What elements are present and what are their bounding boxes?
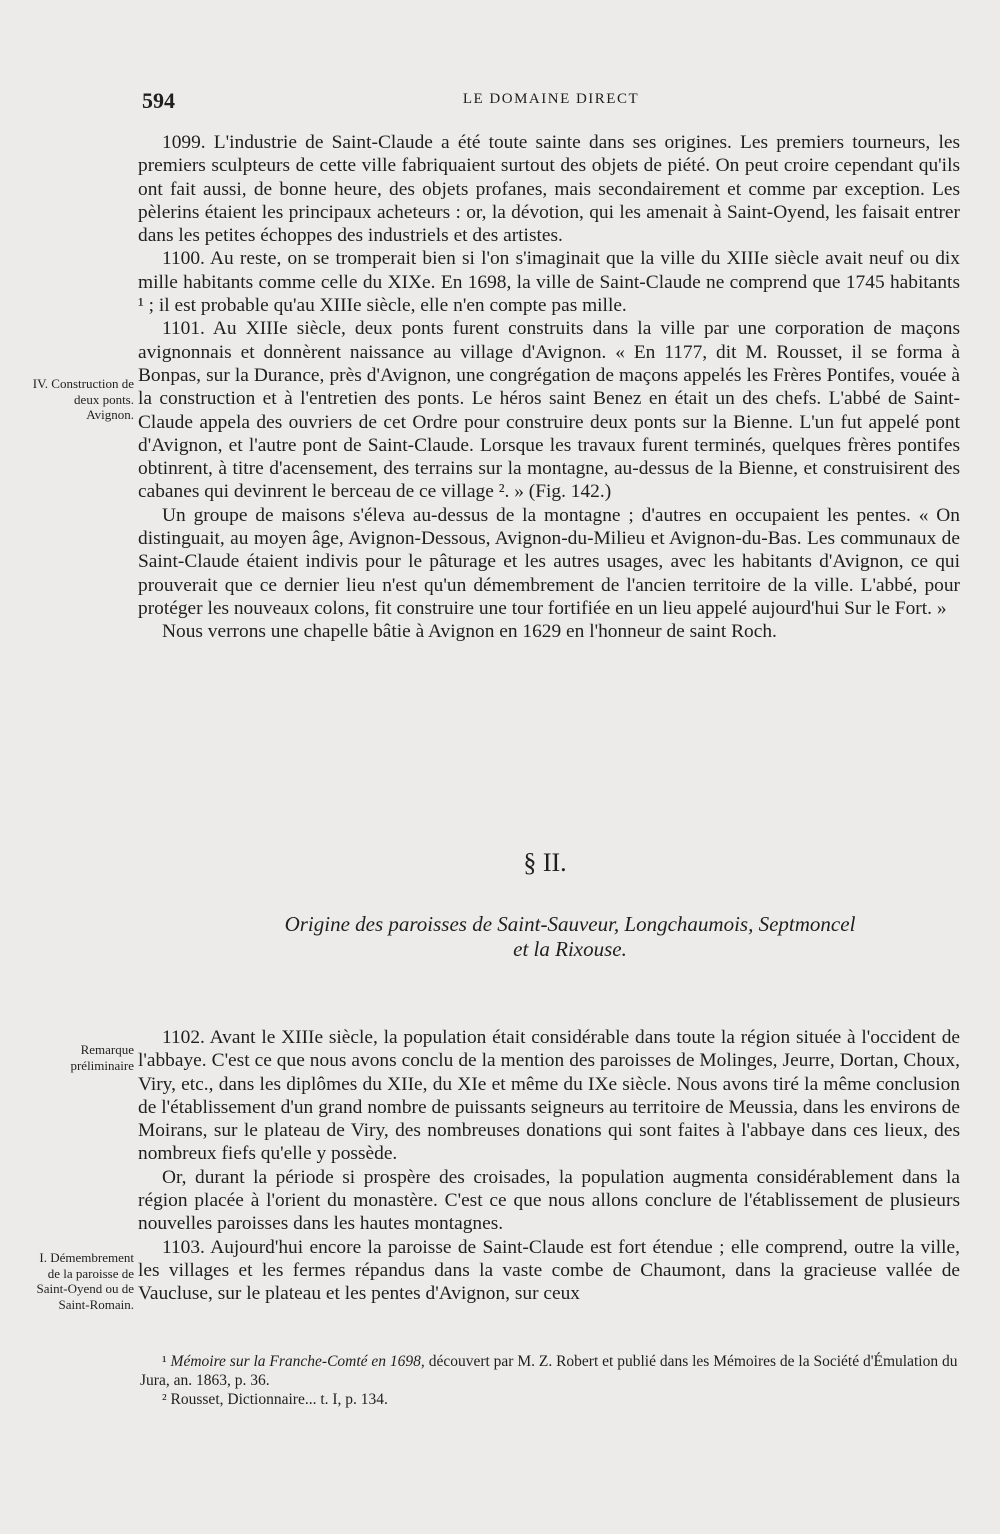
section-title-line-1: Origine des paroisses de Saint-Sauveur, Longchaumois, Septmoncel xyxy=(284,912,856,936)
paragraph-1103: 1103. Aujourd'hui encore la paroisse de Saint-Claude est fort étendue ; elle comprend, outre la ville, les villages et les fermes répandus dans la vaste combe de Chaumont, dans la gracieuse vallée de Vaucluse, sur le plateau et les pentes d'Avignon, sur ceux xyxy=(138,1236,960,1305)
page-number: 594 xyxy=(142,88,175,113)
section-title xyxy=(190,912,950,962)
paragraph-croisades: Or, durant la période si prospère des croisades, la population augmenta considérablement dans la région placée à l'orient du monastère. C'est ce que nous allons conclure de l'établissement de plusieurs nouvelles paroisses dans les hautes montagnes. xyxy=(138,1166,960,1235)
section-title-line-2: et la Rixouse. xyxy=(513,937,627,961)
paragraph-chapelle: Nous verrons une chapelle bâtie à Avignon en 1629 en l'honneur de saint Roch. xyxy=(162,621,777,643)
body-text-lower xyxy=(138,1026,960,1306)
footnote-1-source: Mémoire sur la Franche-Comté en 1698, xyxy=(170,1353,425,1370)
margin-note-construction-ponts: IV. Construction de deux ponts. Avignon. xyxy=(32,376,134,422)
footnote-1 xyxy=(140,1352,962,1390)
footnotes xyxy=(140,1352,962,1409)
footnote-2 xyxy=(140,1390,962,1409)
footnote-1-text: découvert par M. Z. Robert et publié dans les Mémoires de la Société d'Émulation du Jura, an. 1863, p. 36. xyxy=(140,1353,958,1389)
paragraph-groupe-de-maisons: Un groupe de maisons s'éleva au-dessus de la montagne ; d'autres en occupaient les pentes. « On distinguait, au moyen âge, Avignon-Dessous, Avignon-du-Milieu et Avignon-du-Bas. Les communaux de Saint-Claude étaient indivis pour le pâturage et les autres usages, avec les habitants d'Avignon, ce qui prouverait que ce dernier lieu n'est qu'un démembrement de l'ancien territoire de la ville. L'abbé, pour protéger les nouveaux colons, fit construire une tour fortifiée en un lieu appelé aujourd'hui Sur le Fort. » xyxy=(138,504,960,619)
paragraph-1102: 1102. Avant le XIIIe siècle, la population était considérable dans toute la région située à l'occident de l'abbaye. C'est ce que nous avons conclu de la mention des paroisses de Molinges, Jeurre, Dortan, Choux, Viry, etc., dans les diplômes du XIIe, du XIe et même du IXe siècle. Nous avons tiré la même conclusion de l'établissement d'un grand nombre de puissants seigneurs au territoire de Meussia, dans les environs de Moirans, sur le plateau de Viry, des nombreuses donations qui sont faites à l'abbaye dans ces lieux, des nombreux fiefs qu'elle y possède. xyxy=(138,1027,960,1165)
paragraph-1100: 1100. Au reste, on se tromperait bien si l'on s'imaginait que la ville du XIIIe siècle avait neuf ou dix mille habitants comme celle du XIXe. En 1698, la ville de Saint-Claude ne comprend que 1745 habitants ¹ ; il est probable qu'au XIIIe siècle, elle n'en compte pas mille. xyxy=(138,248,960,317)
paragraph-1099: 1099. L'industrie de Saint-Claude a été toute sainte dans ses origines. Les premiers tourneurs, les premiers sculpteurs de cette ville fabriquaient surtout des objets de piété. On peut croire cependant qu'ils ont fait aussi, de bonne heure, des objets profanes, mais secondairement et comme par exception. Les pèlerins étaient les principaux acheteurs : or, la dévotion, qui les amenait à Saint-Oyend, les faisait entrer dans les petites échoppes des industriels et des artistes. xyxy=(138,132,960,247)
footnote-2-mark: ² xyxy=(162,1391,167,1408)
paragraph-1101: 1101. Au XIIIe siècle, deux ponts furent construits dans la ville par une corporation de maçons avignonnais et donnèrent naissance au village d'Avignon. « En 1177, dit M. Rousset, il se forma à Bonpas, sur la Durance, près d'Avignon, une congrégation de maçons appelés les Frères Pontifes, vouée à la construction et à l'entretien des ponts. Le héros saint Benez en était un des chefs. L'abbé de Saint-Claude appela des ouvriers de cet Ordre pour construire deux ponts sur la Bienne. L'un fut appelé pont d'Avignon, et l'autre pont de Saint-Claude. Lorsque les travaux furent terminés, quelques frères pontifes obtinrent, à titre d'acensement, des terrains sur la montagne, au-dessus de la Bienne, et construisirent des cabanes qui devinrent le berceau de ce village ². » (Fig. 142.) xyxy=(138,318,960,503)
body-text-upper xyxy=(138,131,960,644)
running-head: LE DOMAINE DIRECT xyxy=(462,91,640,107)
margin-note-demembrement: I. Démembrement de la paroisse de Saint-Oyend ou de Saint-Romain. xyxy=(36,1250,134,1312)
margin-note-remarque: Remarque préliminaire xyxy=(70,1042,134,1073)
footnote-1-mark: ¹ xyxy=(162,1353,167,1370)
footnote-2-text: Rousset, Dictionnaire... t. I, p. 134. xyxy=(170,1391,388,1408)
section-mark: § II. xyxy=(523,848,567,877)
page-header xyxy=(142,88,960,112)
